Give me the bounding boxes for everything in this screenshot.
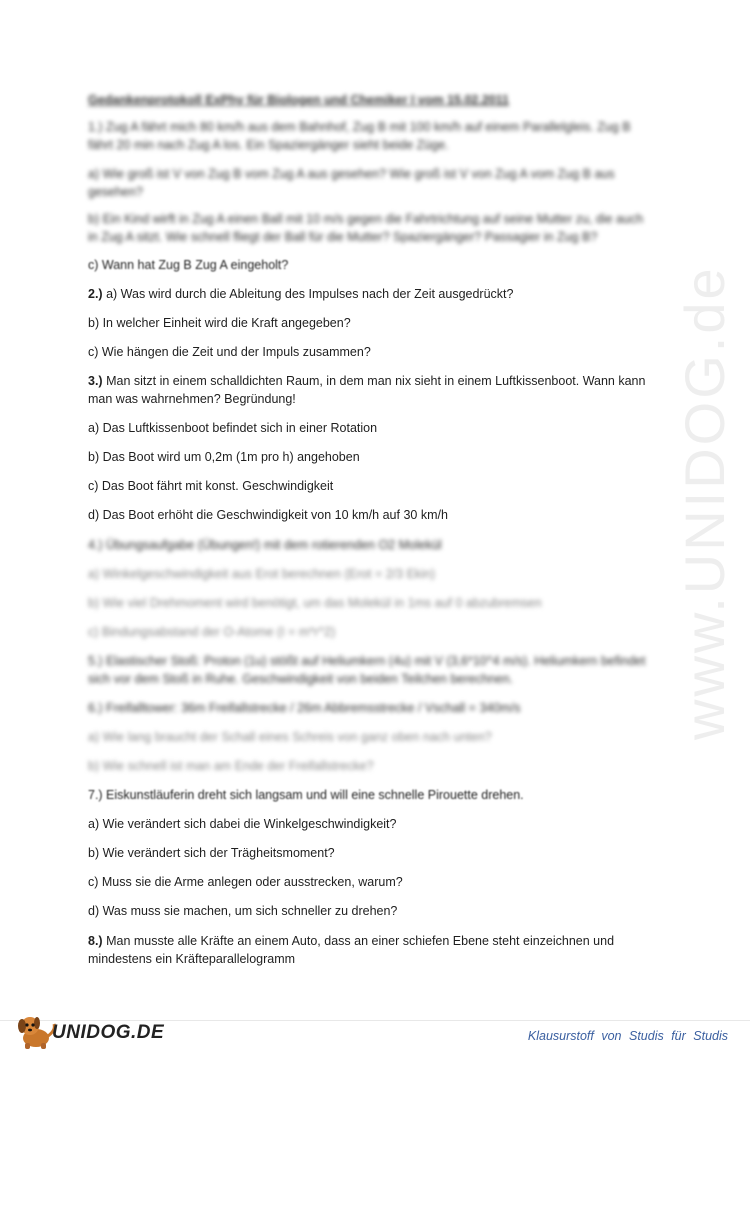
q1-line-1: 1.) Zug A fährt mich 80 km/h aus dem Bahnhof, Zug B mit 100 km/h auf einem Parallelgleis. Zug B bbox=[88, 120, 631, 134]
q3-a: a) Das Luftkissenboot befindet sich in einer Rotation bbox=[88, 421, 378, 435]
q8-line-2: mindestens ein Kräfteparallelogramm bbox=[88, 952, 296, 966]
q4-a: a) Winkelgeschwindigkeit aus Erot berechnen (Erot = 2/3 Ekin) bbox=[88, 567, 436, 581]
q1-b-line-2: in Zug A sitzt. Wie schnell fliegt der Ball für die Mutter? Spaziergänger? Passagier in Zug B? bbox=[88, 230, 598, 244]
q5-line-2: sich vor dem Stoß in Ruhe. Geschwindigkeit von beiden Teilchen berechnen. bbox=[88, 672, 514, 686]
q2-a bbox=[88, 285, 668, 303]
q1-c: c) Wann hat Zug B Zug A eingeholt? bbox=[88, 258, 289, 272]
watermark bbox=[672, 265, 736, 1220]
q1-line-2: fährt 20 min nach Zug A los. Ein Spaziergänger sieht beide Züge. bbox=[88, 138, 449, 152]
q2-a-text: a) Was wird durch die Ableitung des Impulses nach der Zeit ausgedrückt? bbox=[106, 287, 514, 301]
q6-a: a) Wie lang braucht der Schall eines Schreis von ganz oben nach unten? bbox=[88, 730, 492, 744]
q3-number: 3.) bbox=[88, 374, 103, 388]
q7-a: a) Wie verändert sich dabei die Winkelgeschwindigkeit? bbox=[88, 817, 397, 831]
q7-d: d) Was muss sie machen, um sich schneller zu drehen? bbox=[88, 904, 398, 918]
document-title: Gedankenprotokoll ExPhy für Biologen und Chemiker I vom 15.02.2011 bbox=[88, 93, 509, 107]
q8-line-1-text: Man musste alle Kräfte an einem Auto, dass an einer schiefen Ebene steht einzeichnen und bbox=[106, 934, 615, 948]
q3-line-1-text: Man sitzt in einem schalldichten Raum, in dem man nix sieht in einem Luftkissenboot. Wann kann bbox=[106, 374, 646, 388]
q4-line-1: 4.) Übungsaufgabe (Übungen!) mit dem rotierenden O2 Molekül bbox=[88, 538, 442, 552]
q6-line-1: 6.) Freifalltower: 36m Freifallstrecke / 26m Abbremsstrecke / Vschall = 340m/s bbox=[88, 701, 521, 715]
q1-a-line-2: gesehen? bbox=[88, 185, 143, 199]
footer-slogan: Klausurstoff von Studis für Studis bbox=[527, 1029, 728, 1043]
q6-b: b) Wie schnell ist man am Ende der Freifallstrecke? bbox=[88, 759, 374, 773]
q3-b: b) Das Boot wird um 0,2m (1m pro h) angehoben bbox=[88, 450, 360, 464]
q3-d: d) Das Boot erhöht die Geschwindigkeit von 10 km/h auf 30 km/h bbox=[88, 508, 448, 522]
watermark-text: www.UNIDOG.de bbox=[673, 265, 736, 740]
logo-text: UNIDOG.DE bbox=[52, 1022, 165, 1043]
q3-c: c) Das Boot fährt mit konst. Geschwindigkeit bbox=[88, 479, 334, 493]
q7-line-1: 7.) Eiskunstläuferin dreht sich langsam und will eine schnelle Pirouette drehen. bbox=[88, 788, 524, 802]
q2-c: c) Wie hängen die Zeit und der Impuls zusammen? bbox=[88, 345, 371, 359]
q7-c: c) Muss sie die Arme anlegen oder ausstrecken, warum? bbox=[88, 875, 403, 889]
q1-a-line-1: a) Wie groß ist V von Zug B vom Zug A aus gesehen? Wie groß ist V von Zug A vom Zug B aus bbox=[88, 167, 615, 181]
q2-number: 2.) bbox=[88, 287, 103, 301]
q4-b: b) Wie viel Drehmoment wird benötigt, um das Molekül in 1ms auf 0 abzubremsen bbox=[88, 596, 542, 610]
q3-line-1 bbox=[88, 372, 668, 390]
q8-number: 8.) bbox=[88, 934, 103, 948]
q3-line-2: man was wahrnehmen? Begründung! bbox=[88, 392, 296, 406]
q7-b: b) Wie verändert sich der Trägheitsmoment? bbox=[88, 846, 335, 860]
q2-b: b) In welcher Einheit wird die Kraft angegeben? bbox=[88, 316, 351, 330]
q4-c: c) Bindungsabstand der O-Atome (I = m*r^2) bbox=[88, 625, 336, 639]
q5-line-1: 5.) Elastischer Stoß: Proton (1u) stößt auf Heliumkern (4u) mit V (3,6*10^4 m/s). Heliumkern befindet bbox=[88, 654, 646, 668]
q8-line-1 bbox=[88, 932, 668, 950]
q1-b-line-1: b) Ein Kind wirft in Zug A einen Ball mit 10 m/s gegen die Fahrtrichtung auf seine Mutter zu, die auch bbox=[88, 212, 644, 226]
